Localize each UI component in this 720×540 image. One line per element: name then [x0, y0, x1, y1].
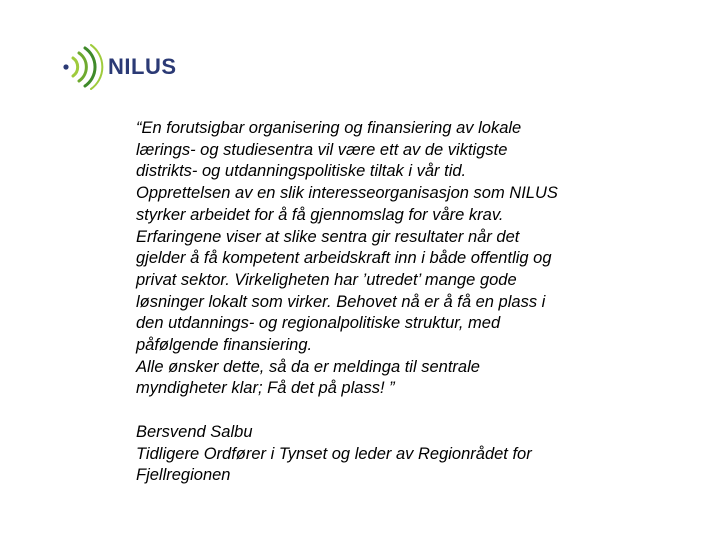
logo-text: NILUS [108, 54, 177, 79]
quote-line: løsninger lokalt som virker. Behovet nå er å få en plass i [136, 292, 546, 311]
quote-line: Erfaringene viser at slike sentra gir resultater når det [136, 227, 520, 246]
quote-line: myndigheter klar; Få det på plass! ” [136, 379, 395, 398]
quote-line: den utdannings- og regionalpolitiske struktur, med [136, 314, 501, 333]
attribution-title: Tidligere Ordfører i Tynset og leder av Regionrådet for [136, 444, 532, 463]
quote-line: Alle ønsker dette, så da er meldinga til sentrale [136, 357, 480, 376]
quote-line: lærings- og studiesentra vil være ett av de viktigste [136, 140, 508, 159]
quote-line: påfølgende finansiering. [136, 336, 313, 355]
nilus-logo [58, 44, 177, 90]
quote-line: “En forutsigbar organisering og finansiering av lokale [136, 119, 522, 137]
quote-line: privat sektor. Virkeligheten har ’utredet’ mange gode [136, 270, 517, 289]
paragraph-spacer [136, 400, 656, 422]
attribution-name: Bersvend Salbu [136, 422, 253, 441]
quote-block [136, 118, 656, 487]
quote-line: distrikts- og utdanningspolitiske tiltak i vår tid. [136, 162, 467, 181]
quote-line: gjelder å få kompetent arbeidskraft inn i både offentlig og [136, 249, 552, 268]
attribution-title: Fjellregionen [136, 466, 231, 485]
signal-waves-icon [58, 44, 106, 90]
quote-line: Opprettelsen av en slik interesseorganisasjon som NILUS [136, 184, 558, 203]
quote-line: styrker arbeidet for å få gjennomslag for våre krav. [136, 205, 504, 224]
